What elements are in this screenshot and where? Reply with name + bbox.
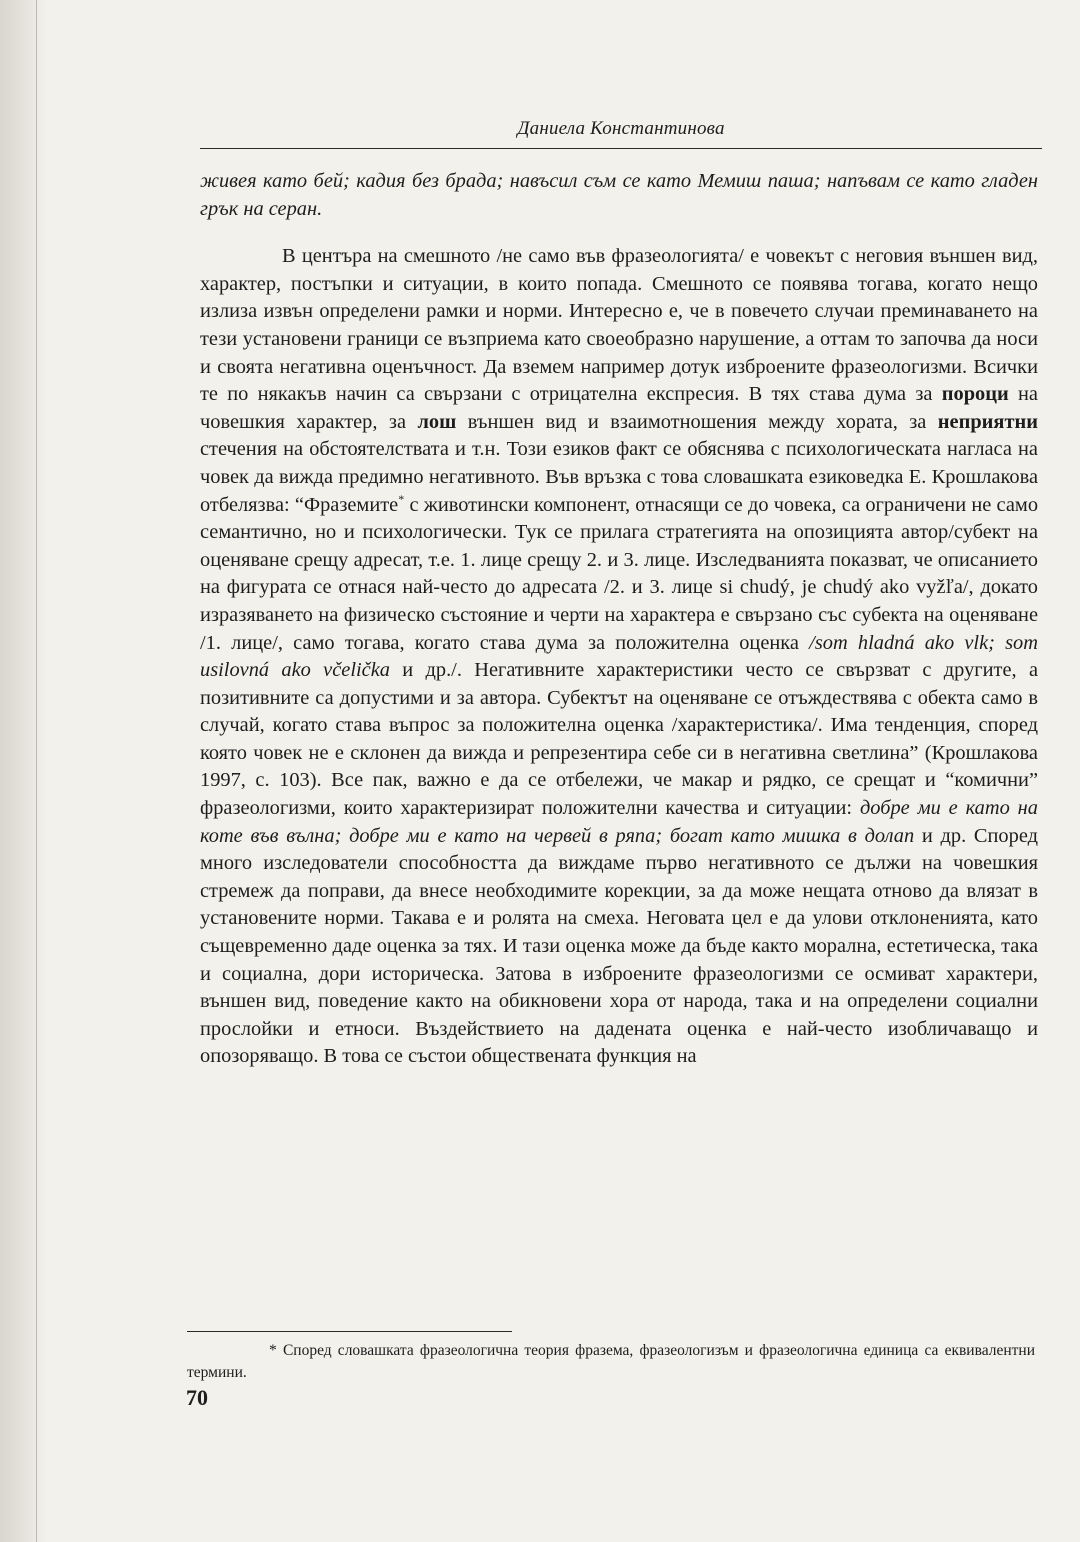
italic-slovak-examples: /som hladná ako vlk; som usilovná ako včelička [200, 631, 1038, 682]
text-segment: В центъра на смешното /не само във фразеологията/ е човекът с неговия външен вид, характер, постъпки и ситуации, в които попада. Смешното се появява тогава, когато нещо излиза извън определени рамки и норми. Интересно е, че в повечето случаи преминаването на тези установени граници се възприема като своеобразно нарушение, а оттам то започва да носи и своята негативна оценъчност. Да вземем например дотук изброените фразеологизми. Всички те по някакъв начин са свързани с отрицателна експресия. В тях става дума за [200, 245, 1038, 406]
text-segment: и др./. Негативните характеристики често се свързват с другите, а позитивните са допустими и за автора. Субектът на оценяване се отъждествява с обекта само в случай, когато става въпрос за положителна оценка /характеристика/. Има тенденция, според която човек не е склонен да вижда и репрезентира себе си в негативна светлина” (Крошлакова 1997, с. 103). Все пак, важно е да се отбележи, че макар и рядко, се срещат и “комични” фразеологизми, които характеризират положителни качества и ситуации: [200, 659, 1038, 820]
bold-term-bad: лош [417, 410, 457, 433]
bold-term-unpleasant: неприятни [937, 410, 1038, 433]
footnote-rule [187, 1331, 512, 1332]
text-segment: стечения на обстоятелствата и т.н. Този езиков факт се обяснява с психологическата нагласа на човек да вижда предимно негативното. Във връзка с това словашката езиковедка Е. Крошлакова отбелязва: “Фраземите [200, 438, 1038, 516]
main-paragraph [200, 243, 1038, 1071]
footnote-reference: * [398, 491, 405, 506]
intro-examples: живея като бей; кадия без брада; навъсил съм се като Мемиш паша; напъвам се като гладен грък на серан. [200, 170, 1038, 220]
footnote [187, 1340, 1035, 1384]
italic-positive-examples: добре ми е като на коте във вълна; добре ми е като на червей в ряпа; богат като мишка в долап [200, 797, 1038, 847]
text-segment: и др. Според много изследователи способността да виждаме първо негативното се дължи на човешкия стремеж да поправи, да внесе необходимите корекции, за да може нещата отново да влязат в установените норми. Такава е и ролята на смеха. Неговата цел е да улови отклоненията, като същевременно даде оценка за тях. И тази оценка може да бъде както морална, естетическа, така и социална, дори историческа. Затова в изброените фразеологизми се осмиват характери, външен вид, поведение както на обикновени хора от народа, така и на определени социални прослойки и етноси. Въздействието на дадената оценка е най-често изобличаващо и опозоряващо. В това се състои обществената функция на [200, 824, 1038, 1068]
page-edge-shadow [0, 0, 46, 1542]
text-segment: на човешкия характер, за [200, 383, 1038, 433]
footnote-mark: * [269, 1342, 277, 1359]
bold-term-vices: пороци [941, 383, 1009, 406]
page-number: 70 [186, 1385, 208, 1410]
text-segment: с животински компонент, отнасящи се до човека, са ограничени не само семантично, но и психологически. Тук се прилага стратегията на опозицията автор/субект на оценяване срещу адресат, т.е. 1. лице срещу 2. и 3. лице. Изследванията показват, че описанието на фигурата се отнася най-често до адресата /2. и 3. лице si chudý, je chudý ako vyžľa/, докато изразяването на физическо състояние и черти на характера е свързано със субекта на оценяване /1. лице/, само тогава, когато става дума за положителна оценка [200, 493, 1039, 654]
footnote-text: Според словашката фразеологична теория фразема, фразеологизъм и фразеологична единица са еквивалентни термини. [187, 1342, 1036, 1381]
running-header-author: Даниела Константинова [517, 118, 725, 139]
body-text [200, 168, 1038, 1071]
header-rule [200, 148, 1042, 149]
page-edge-line [36, 0, 37, 1542]
text-segment: външен вид и взаимотношения между хората, за [467, 410, 927, 433]
